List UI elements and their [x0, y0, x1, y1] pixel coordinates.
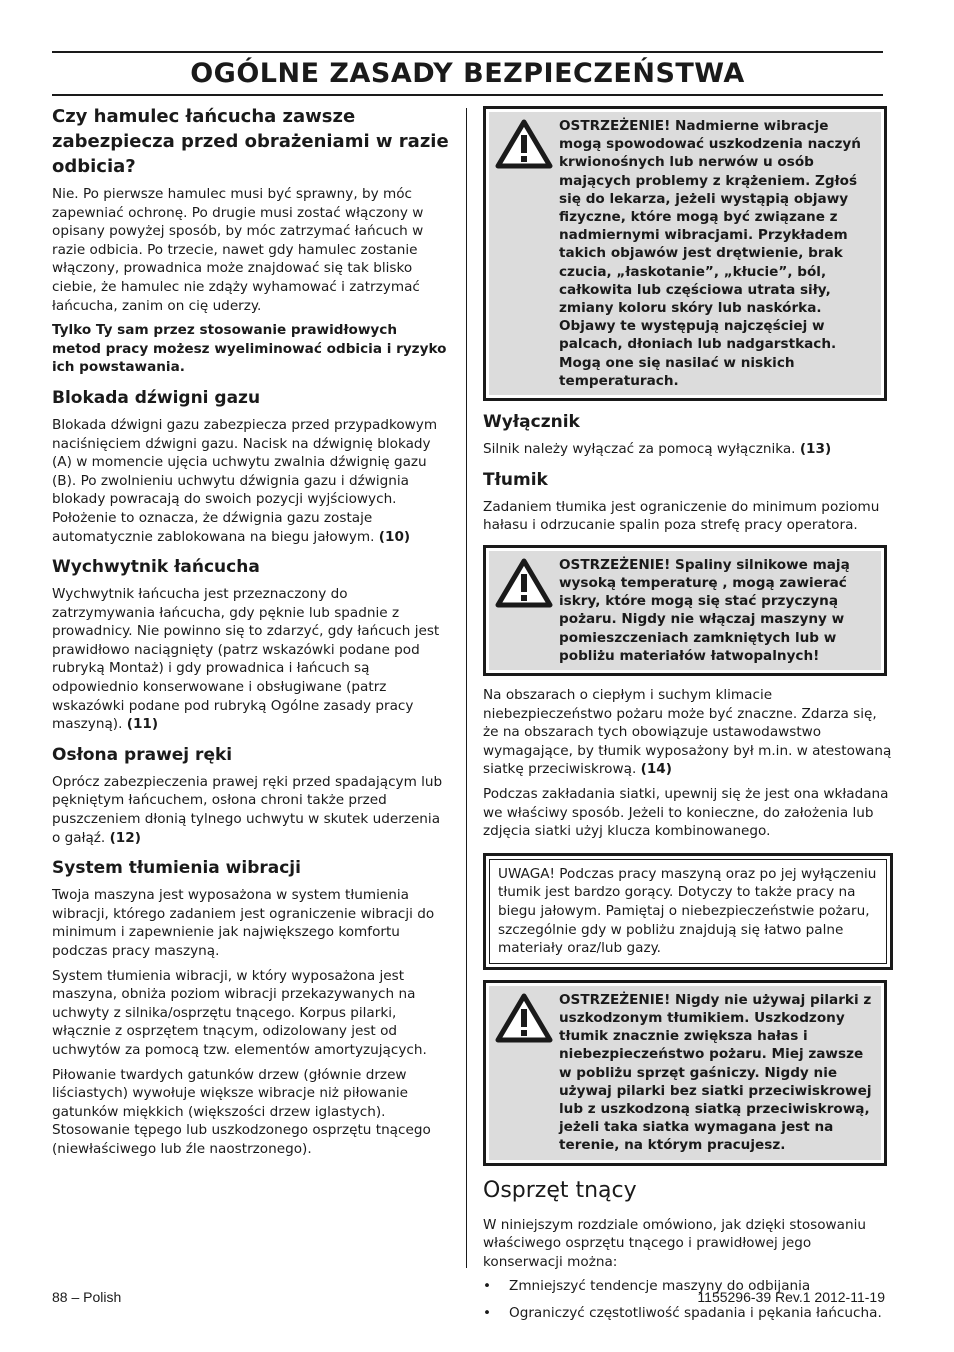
hand-guard-paragraph: Oprócz zabezpieczenia prawej ręki przed spadającym lub pękniętym łańcuchem, osłona chroni także przed puszczeniem dłonią tylnego uchwytu w skutek uderzenia o gałąź. (12) [52, 773, 443, 846]
list-item: • Zmniejszyć tendencje maszyny do odbijania [483, 1278, 811, 1295]
right-column [483, 104, 893, 1331]
kickback-paragraph: Nie. Po pierwsze hamulec musi być sprawny, by móc zapewniać ochronę. Po drugie musi zostać włączony w opisany powyżej sposób, by móc zatrzymać łańcuch w razie odbicia. Po trzecie, nawet gdy hamulec zostanie włączony, prowadnica może znajdować się tak blisko ciebie, że hamulec nie zdąży wyhamować i zatrzymać łańcucha, zanim on cię uderzy. [52, 186, 424, 314]
figure-ref: (11) [126, 716, 159, 733]
warning-box-exhaust [483, 545, 887, 676]
cutting-equipment-paragraph: W niniejszym rozdziale omówiono, jak dzięki stosowaniu właściwego osprzętu tnącego i prawidłowej jego konserwacji można: [483, 1216, 867, 1270]
kickback-emphasis: Tylko Ty sam przez stosowanie prawidłowych metod pracy możesz wyeliminować odbicia i ryzyko ich powstawania. [52, 322, 447, 376]
list-item: • Ograniczyć częstotliwość spadania i pękania łańcucha. [483, 1304, 882, 1321]
throttle-lockout-heading: Blokada dźwigni gazu [52, 387, 261, 408]
chain-catcher-paragraph: Wychwytnik łańcucha jest przeznaczony do zatrzymywania łańcucha, gdy pęknie lub spadnie z prowadnicy. Nie powinno się to zdarzyć, gdy łańcuch jest prawidłowo naciągnięty (patrz wskazówki podane pod rubryką Montaż) i gdy prowadnica i łańcuch są odpowiednio konserwowane i obsługiwane (patrz wskazówki podane pod rubryką Ogólne zasady pracy maszyną). (11) [52, 586, 440, 733]
stop-switch-paragraph: Silnik należy wyłączać za pomocą wyłącznika. (13) [483, 441, 832, 458]
warning-box-vibration [483, 106, 887, 401]
warning-triangle-icon [495, 117, 559, 390]
note-box [483, 853, 893, 970]
page-number: 88 – Polish [52, 1289, 122, 1305]
document-reference: 1155296-39 Rev.1 2012-11-19 [697, 1289, 885, 1305]
climate-paragraph: Na obszarach o ciepłym i suchym klimacie niebezpieczeństwo pożaru może być znaczne. Zdarza się, że na obszarach tych obowiązuje ustawodawstwo wymagające, by tłumik wyposażony był m.in. w atestowaną siatkę przeciwiskrową. (14) [483, 687, 892, 778]
figure-ref: (12) [109, 829, 141, 846]
warning-text: OSTRZEŻENIE! Nadmierne wibracje mogą spowodować uszkodzenia naczyń krwionośnych lub nerwów u osób mających problemy z krążeniem. Zgłoś się do lekarza, jeżeli wystąpią objawy fizyczne, które mogą być związane z nadmiernymi wibracjami. Przykładem takich objawów jest drętwienie, brak czucia, „łaskotanie”, „kłucie”, ból, całkowita lub częściowa utrata siły, zmiany koloru skóry lub naskórka. Objawy te występują najczęściej w palcach, dłoniach lub nadgarstkach. Mogą one się nasilać w niskich temperaturach. [559, 118, 861, 389]
title-underline [52, 94, 883, 96]
note-text: UWAGA! Podczas pracy maszyną oraz po jej wyłączeniu tłumik jest bardzo gorący. Dotyczy to także pracy na biegu jałowym. Pamiętaj o niebezpieczeństwie pożaru, szczególnie gdy w pobliżu znajdują się łatwo palne materiały oraz/lub gazy. [489, 859, 887, 964]
vibration-heading: System tłumienia wibracji [52, 858, 301, 879]
warning-triangle-icon [495, 556, 559, 665]
warning-box-muffler [483, 980, 887, 1166]
muffler-paragraph: Zadaniem tłumika jest ograniczenie do minimum poziomu hałasu i odrzucanie spalin poza strefę pracy operatora. [483, 498, 880, 534]
cutting-equipment-heading: Osprzęt tnący [483, 1177, 637, 1203]
chain-catcher-heading: Wychwytnik łańcucha [52, 557, 260, 578]
warning-triangle-icon [495, 991, 559, 1155]
muffler-heading: Tłumik [483, 469, 548, 490]
column-divider [466, 108, 467, 1268]
left-column [52, 104, 450, 1165]
top-rule [52, 51, 883, 53]
page-title: OGÓLNE ZASADY BEZPIECZEŃSTWA [190, 58, 745, 89]
vibration-paragraph-3: Piłowanie twardych gatunków drzew (głównie drzew liściastych) wywołuje większe wibracje niż piłowanie gatunków miękkich (większości drzew iglastych). Stosowanie tępego lub uszkodzonego osprzętu tnącego (niewłaściwego lub źle naostrzonego). [52, 1066, 431, 1157]
figure-ref: (14) [640, 761, 672, 778]
figure-ref: (13) [799, 441, 832, 458]
vibration-paragraph-1: Twoja maszyna jest wyposażona w system tłumienia wibracji, którego zadaniem jest ograniczenie wibracji do minimum i zapewnienie jak największego komfortu podczas pracy maszyną. [52, 887, 435, 959]
vibration-paragraph-2: System tłumienia wibracji, w który wyposażona jest maszyna, obniża poziom wibracji przekazywanych na uchwyty z silnika/osprzętu tnącego. Korpus pilarki, włącznie z osprzętem tnącym, odizolowany jest od uchwytów za pomocą tzw. elementów amortyzujących. [52, 967, 427, 1058]
figure-ref: (10) [378, 528, 411, 545]
stop-switch-heading: Wyłącznik [483, 412, 580, 433]
hand-guard-heading: Osłona prawej ręki [52, 744, 233, 765]
throttle-lockout-paragraph: Blokada dźwigni gazu zabezpiecza przed przypadkowym naciśnięciem dźwigni gazu. Nacisk na dźwignię blokady (A) w momencie ujęcia uchwytu zwalnia dźwignię gazu (B). Po zwolnieniu uchwytu dźwignia gazu i dźwignia blokady powracają do swoich pozycji wyjściowych. Położenie to oznacza, że dźwignia gazu zostaje automatycznie zablokowana na biegu jałowym. (10) [52, 416, 438, 545]
spark-arrestor-paragraph: Podczas zakładania siatki, upewnij się że jest ona wkładana we właściwy sposób. Jeżeli to konieczne, do założenia lub zdjęcia siatki użyj klucza kombinowanego. [483, 786, 889, 840]
warning-text: OSTRZEŻENIE! Nigdy nie używaj pilarki z uszkodzonym tłumikiem. Uszkodzony tłumik znacznie zwiększa hałas i niebezpieczeństwo pożaru. Miej zawsze w pobliżu sprzęt gaśniczy. Nigdy nie używaj pilarki bez siatki przeciwiskrowej lub z uszkodzoną siatką przeciwiskrową, jeżeli taka siatka wymagana jest na terenie, na którym pracujesz. [559, 991, 872, 1154]
warning-text: OSTRZEŻENIE! Spaliny silnikowe mają wysoką temperaturę , mogą zawierać iskry, które mogą się stać przyczyną pożaru. Nigdy nie włączaj maszyny w pomieszczeniach zamkniętych lub w pobliżu materiałów łatwopalnych! [559, 556, 850, 664]
kickback-heading: Czy hamulec łańcucha zawsze zabezpiecza przed obrażeniami w razie odbicia? [52, 106, 449, 177]
